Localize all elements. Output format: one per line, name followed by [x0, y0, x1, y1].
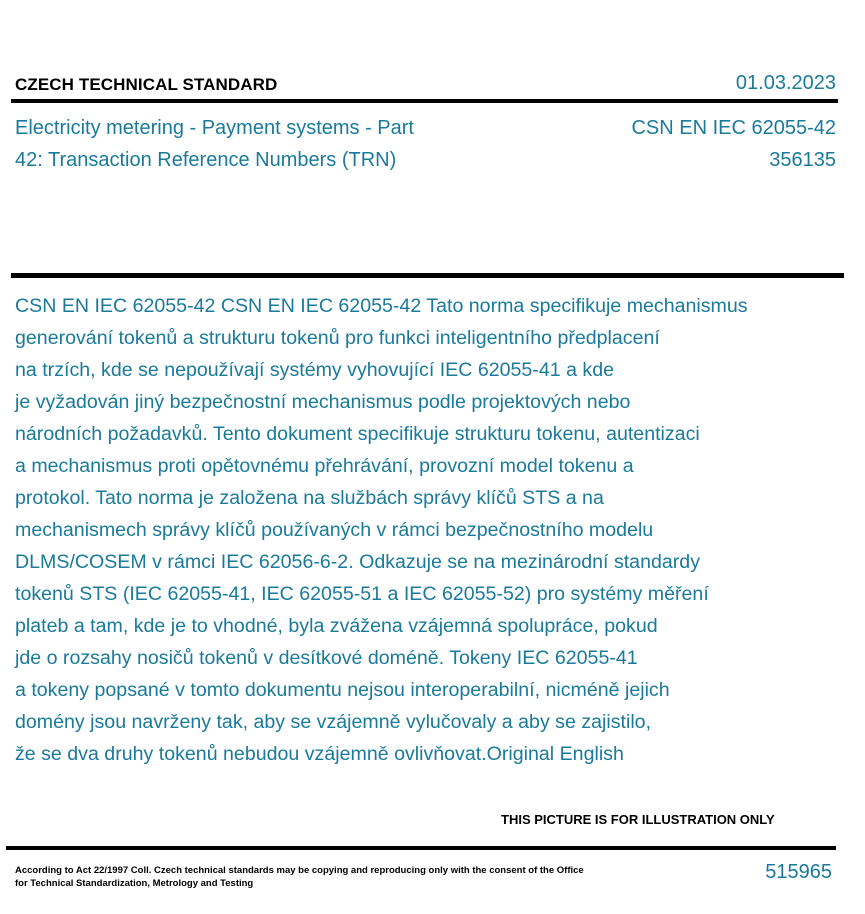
abstract-line: mechanismech správy klíčů používaných v rámci bezpečnostního modelu	[15, 519, 654, 541]
document-date: 01.03.2023	[735, 72, 836, 94]
copyright-notice	[15, 864, 595, 890]
standard-number: 356135	[769, 149, 836, 171]
standard-title-line-2: 42: Transaction Reference Numbers (TRN)	[15, 149, 397, 171]
abstract-line: CSN EN IEC 62055-42 CSN EN IEC 62055-42 Tato norma specifikuje mechanismus	[15, 295, 748, 317]
abstract-line: národních požadavků. Tento dokument specifikuje strukturu tokenu, autentizaci	[15, 423, 700, 445]
standard-code: CSN EN IEC 62055-42	[631, 117, 836, 139]
standard-title-line-1: Electricity metering - Payment systems - Part	[15, 117, 414, 139]
abstract-line: domény jsou navrženy tak, aby se vzájemně vylučovaly a aby se zajistilo,	[15, 711, 652, 733]
abstract-line: plateb a tam, kde je to vhodné, byla zvážena vzájemná spolupráce, pokud	[15, 615, 658, 637]
document-type-label: CZECH TECHNICAL STANDARD	[15, 75, 278, 94]
abstract-line: generování tokenů a strukturu tokenů pro funkci inteligentního předplacení	[15, 327, 660, 349]
footer-rule	[6, 846, 836, 850]
copyright-notice-line-1: According to Act 22/1997 Coll. Czech technical standards may be copying and reproducing only with the consent of the Office	[15, 865, 584, 876]
abstract-line: DLMS/COSEM v rámci IEC 62056-6-2. Odkazuje se na mezinárodní standardy	[15, 551, 700, 573]
section-rule	[11, 273, 844, 278]
header-rule	[11, 99, 838, 103]
document-id: 515965	[765, 861, 832, 883]
abstract-line: že se dva druhy tokenů nebudou vzájemně ovlivňovat.Original English	[15, 743, 624, 765]
illustration-disclaimer: THIS PICTURE IS FOR ILLUSTRATION ONLY	[501, 812, 775, 827]
abstract-line: tokenů STS (IEC 62055-41, IEC 62055-51 a IEC 62055-52) pro systémy měření	[15, 583, 709, 605]
abstract-line: protokol. Tato norma je založena na službách správy klíčů STS a na	[15, 487, 604, 509]
copyright-notice-line-2: for Technical Standardization, Metrology and Testing	[15, 878, 254, 889]
abstract-line: a mechanismus proti opětovnému přehrávání, provozní model tokenu a	[15, 455, 634, 477]
abstract-line: jde o rozsahy nosičů tokenů v desítkové doméně. Tokeny IEC 62055-41	[15, 647, 638, 669]
abstract-line: a tokeny popsané v tomto dokumentu nejsou interoperabilní, nicméně jejich	[15, 679, 670, 701]
abstract-line: je vyžadován jiný bezpečnostní mechanismus podle projektových nebo	[15, 391, 631, 413]
abstract-text	[15, 290, 840, 770]
abstract-line: na trzích, kde se nepoužívají systémy vyhovující IEC 62055-41 a kde	[15, 359, 615, 381]
